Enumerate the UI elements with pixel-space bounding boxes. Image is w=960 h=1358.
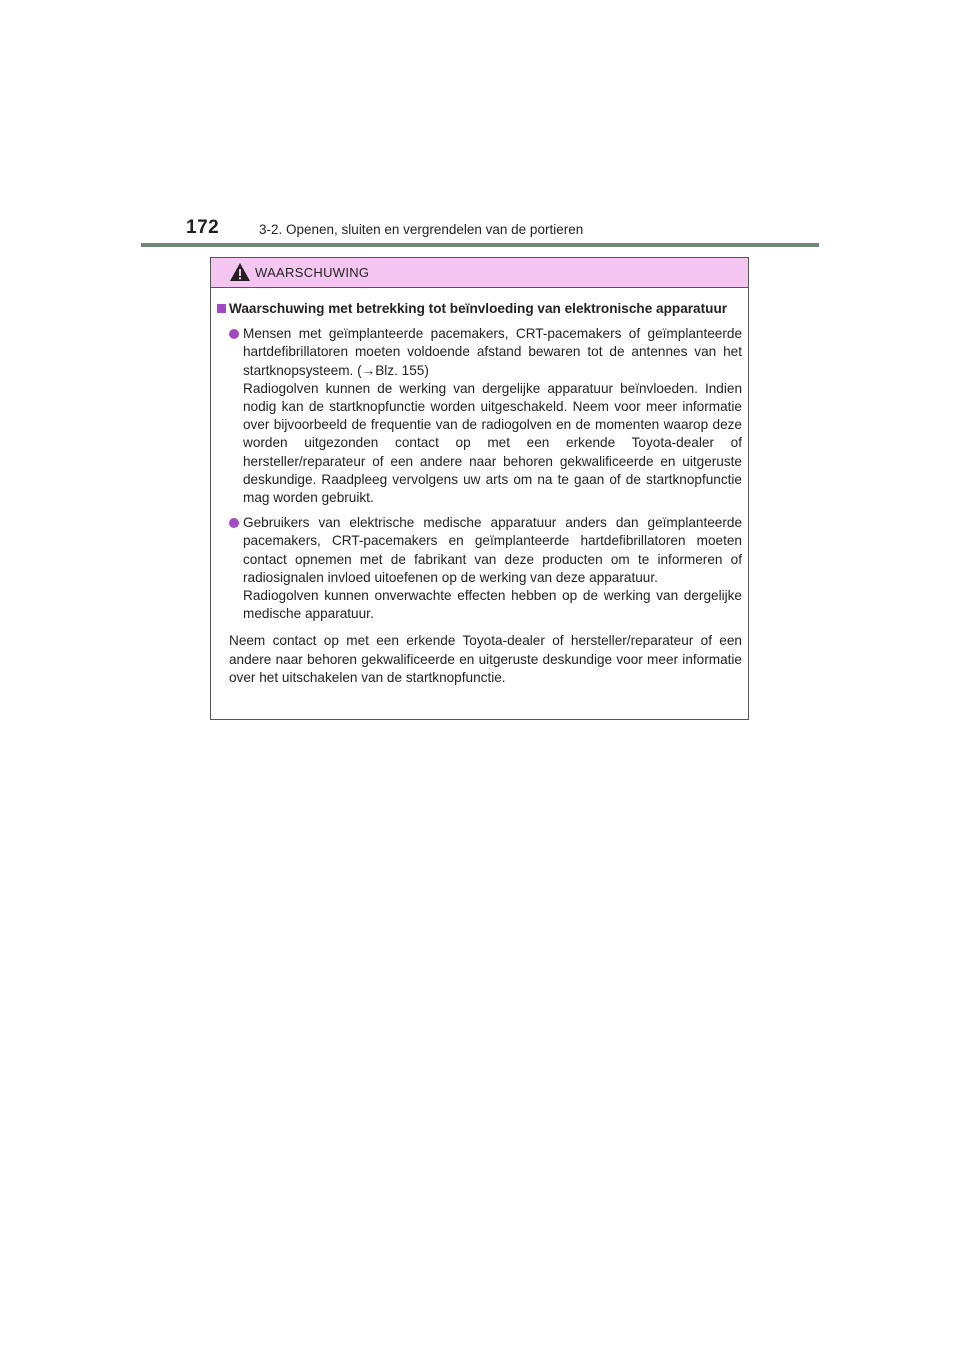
warning-label: WAARSCHUWING xyxy=(255,265,370,280)
warning-box xyxy=(210,257,749,720)
round-bullet-icon xyxy=(229,518,239,528)
list-item xyxy=(217,514,742,623)
item-paragraph: Radiogolven kunnen de werking van dergelijke apparatuur beïnvloeden. Indien nodig kan de startknopfunctie worden uitgeschakeld. Neem voor meer informatie over bijvoorbeeld de frequentie van de radiogolven en de momenten waarop deze worden uitgezonden contact op met een erkende Toyota-dealer of hersteller/reparateur of een andere naar behoren gekwalificeerde en uitgeruste deskundige. Raadpleeg vervolgens uw arts om na te gaan of de startknopfunctie mag worden gebruikt. xyxy=(243,380,742,506)
warning-triangle-icon xyxy=(229,262,251,282)
item-paragraph: Mensen met geïmplanteerde pacemakers, CRT-pacemakers of geïmplanteerde hartdefibrillatoren moeten voldoende afstand bewaren tot de antennes van het startknopsysteem. (→Blz. 155) xyxy=(243,326,742,378)
warning-heading xyxy=(217,300,742,318)
warning-header xyxy=(211,258,748,288)
page-number: 172 xyxy=(186,217,220,238)
warning-heading-text: Waarschuwing met betrekking tot beïnvloeding van elektronische apparatuur xyxy=(229,301,728,316)
warning-body xyxy=(211,288,748,687)
section-title: 3-2. Openen, sluiten en vergrendelen van de portieren xyxy=(259,222,584,237)
closing-paragraph: Neem contact op met een erkende Toyota-dealer of hersteller/reparateur of een andere naar behoren gekwalificeerde en uitgeruste deskundige voor meer informatie over het uitschakelen van de startknopfunctie. xyxy=(229,633,742,685)
list-item xyxy=(217,325,742,507)
round-bullet-icon xyxy=(229,329,239,339)
header-rule xyxy=(141,243,819,247)
item-paragraph: Radiogolven kunnen onverwachte effecten hebben op de werking van dergelijke medische apparatuur. xyxy=(243,588,742,622)
square-bullet-icon xyxy=(217,304,226,313)
item-paragraph: Gebruikers van elektrische medische apparatuur anders dan geïmplanteerde pacemakers, CRT-pacemakers en geïmplanteerde hartdefibrillatoren moeten contact opnemen met de fabrikant van deze producten om te informeren of radiosignalen invloed uitoefenen op de werking van deze apparatuur. xyxy=(243,515,742,585)
